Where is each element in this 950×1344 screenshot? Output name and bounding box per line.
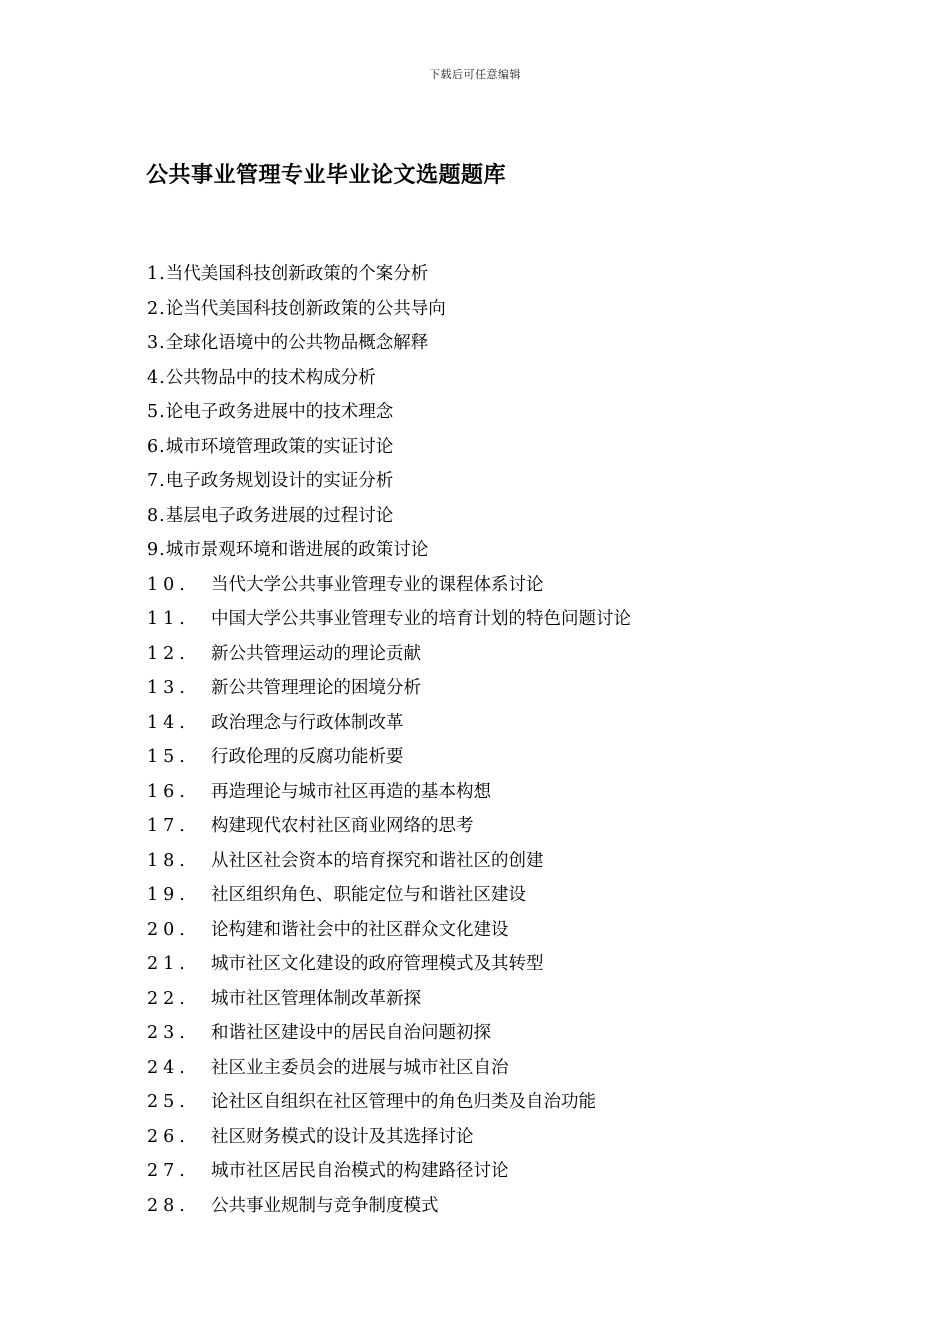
topic-item [147,814,631,849]
topic-item [147,952,631,987]
topic-title: 城市环境管理政策的实证讨论 [165,436,394,457]
topic-number: 15. [147,747,190,767]
topic-number: 25. [147,1092,190,1112]
topic-item [147,642,631,677]
topic-title: 论构建和谐社会中的社区群众文化建设 [211,919,509,940]
topic-number: 8. [147,505,166,526]
topic-title: 社区业主委员会的进展与城市社区自治 [211,1057,509,1078]
topic-title: 基层电子政务进展的过程讨论 [165,505,394,526]
topic-item [147,1194,631,1229]
topic-title: 城市社区文化建设的政府管理模式及其转型 [211,954,544,974]
topic-title: 论当代美国科技创新政策的公共导向 [165,298,446,319]
topic-item [147,297,631,332]
topic-item [147,1090,631,1125]
topic-item [147,573,631,608]
topic-number: 20. [147,919,190,940]
topic-item [147,435,631,470]
topic-number: 4. [147,367,166,388]
topic-number: 1. [147,264,166,284]
topic-title: 电子政务规划设计的实证分析 [165,471,394,491]
topic-number: 28. [147,1195,190,1216]
topic-number: 18. [147,850,190,871]
topic-title: 新公共管理理论的困境分析 [211,678,421,698]
topic-title: 论电子政务进展中的技术理念 [165,402,394,422]
topic-item [147,745,631,780]
topic-title: 当代美国科技创新政策的个案分析 [165,264,429,284]
topic-item [147,711,631,746]
topic-title: 和谐社区建设中的居民自治问题初探 [211,1023,491,1043]
topic-number: 27. [147,1161,190,1181]
topic-number: 19. [147,885,190,905]
topic-item [147,538,631,573]
topic-list [147,262,631,1228]
topic-title: 公共物品中的技术构成分析 [165,367,376,388]
topic-item [147,331,631,366]
page-header-note: 下载后可任意编辑 [429,68,521,81]
topic-number: 14. [147,712,190,733]
topic-item [147,469,631,504]
topic-item [147,849,631,884]
topic-item [147,676,631,711]
topic-number: 24. [147,1057,190,1078]
topic-number: 10. [147,574,190,595]
topic-item [147,504,631,539]
topic-number: 17. [147,816,190,836]
topic-item [147,1159,631,1194]
topic-title: 公共事业规制与竞争制度模式 [211,1195,439,1216]
topic-title: 中国大学公共事业管理专业的培育计划的特色问题讨论 [211,609,631,629]
topic-number: 11. [147,609,190,629]
topic-number: 6. [147,436,166,457]
topic-number: 26. [147,1126,190,1147]
topic-number: 9. [147,540,166,560]
topic-number: 13. [147,678,190,698]
topic-title: 再造理论与城市社区再造的基本构想 [211,781,491,802]
topic-number: 7. [147,471,166,491]
topic-title: 城市社区管理体制改革新探 [211,988,421,1009]
topic-item [147,1125,631,1160]
topic-number: 21. [147,954,190,974]
topic-item [147,883,631,918]
topic-title: 新公共管理运动的理论贡献 [211,643,421,664]
topic-title: 社区财务模式的设计及其选择讨论 [211,1126,474,1147]
topic-number: 2. [147,298,166,319]
topic-title: 从社区社会资本的培育探究和谐社区的创建 [211,850,544,871]
topic-title: 社区组织角色、职能定位与和谐社区建设 [211,885,526,905]
topic-number: 3. [147,333,166,353]
topic-item [147,400,631,435]
topic-title: 全球化语境中的公共物品概念解释 [165,333,429,353]
topic-title: 城市景观环境和谐进展的政策讨论 [165,540,429,560]
document-title: 公共事业管理专业毕业论文选题题库 [146,163,507,188]
topic-item [147,780,631,815]
topic-number: 5. [147,402,166,422]
topic-item [147,987,631,1022]
topic-title: 城市社区居民自治模式的构建路径讨论 [211,1161,509,1181]
topic-number: 12. [147,643,190,664]
topic-number: 16. [147,781,190,802]
topic-item [147,607,631,642]
topic-title: 当代大学公共事业管理专业的课程体系讨论 [211,574,544,595]
topic-item [147,1056,631,1091]
topic-number: 23. [147,1023,190,1043]
topic-title: 政治理念与行政体制改革 [211,712,404,733]
topic-item [147,918,631,953]
topic-title: 构建现代农村社区商业网络的思考 [211,816,474,836]
topic-number: 22. [147,988,190,1009]
topic-item [147,1021,631,1056]
topic-title: 论社区自组织在社区管理中的角色归类及自治功能 [211,1092,596,1112]
topic-title: 行政伦理的反腐功能析要 [211,747,404,767]
topic-item [147,262,631,297]
topic-item [147,366,631,401]
